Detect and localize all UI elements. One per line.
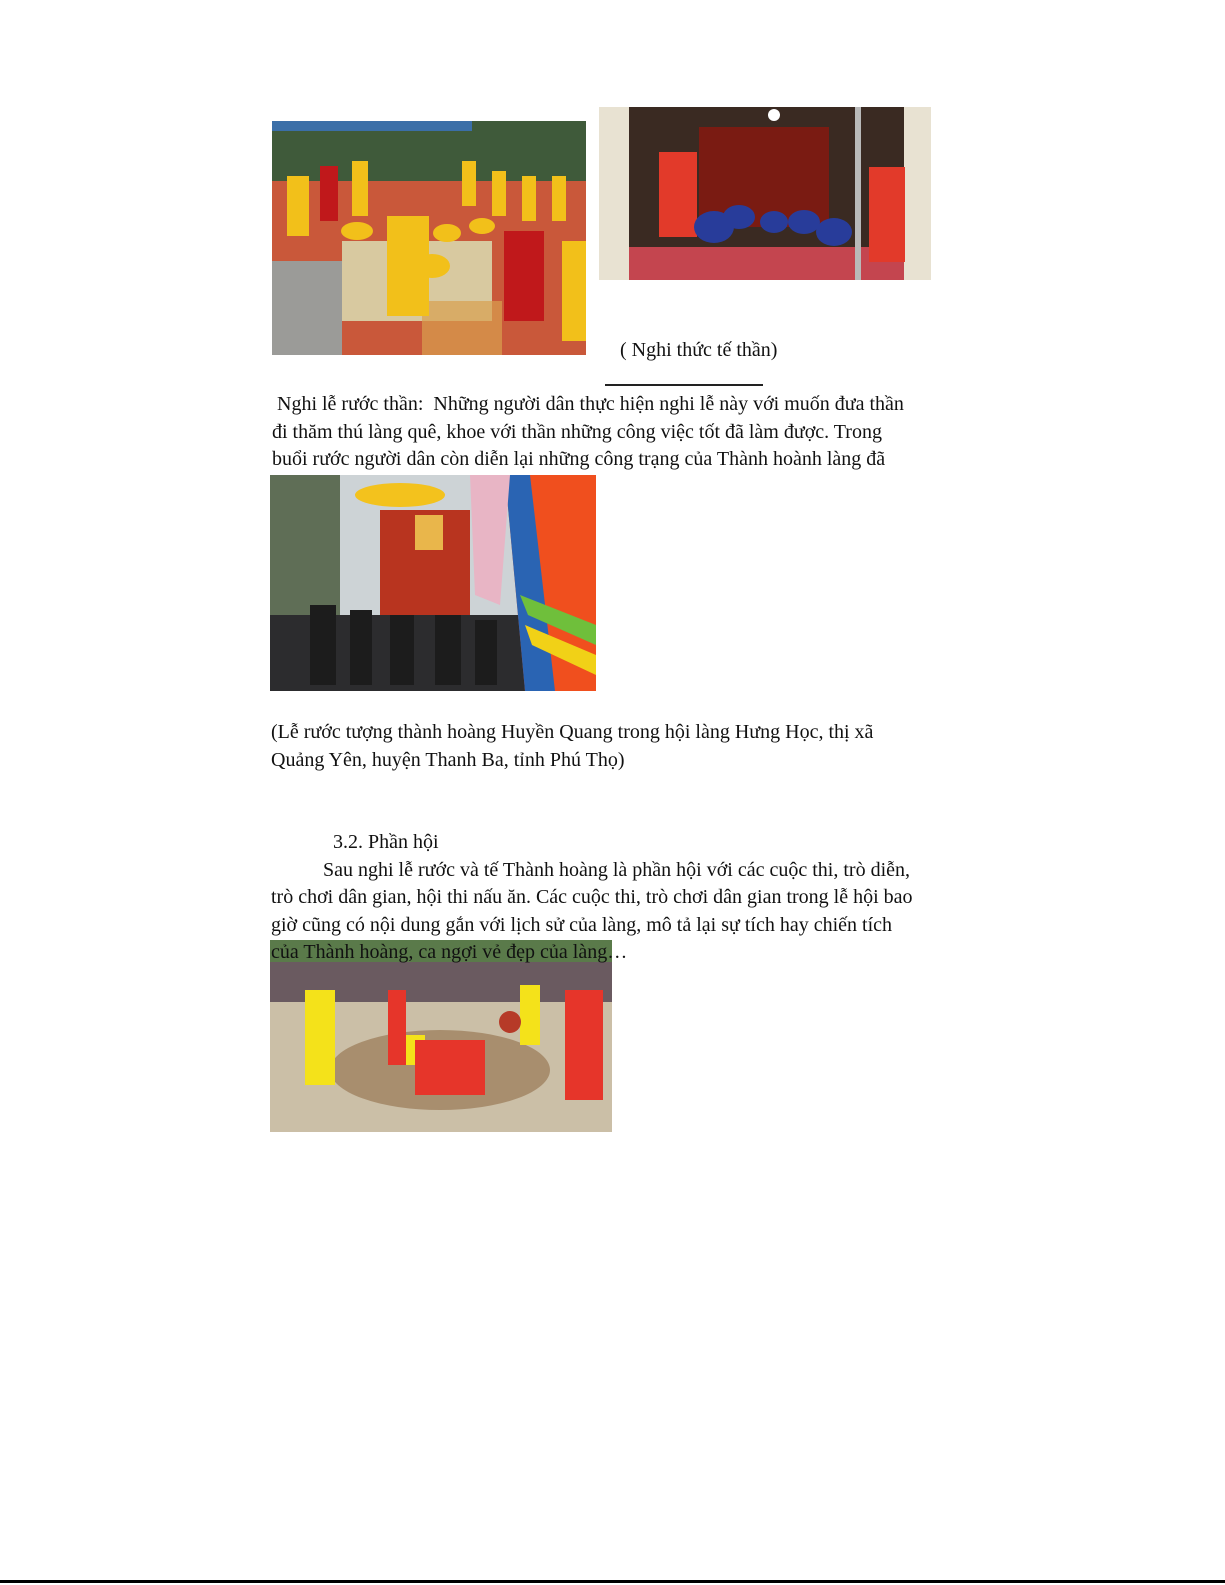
page-bottom-border bbox=[0, 1580, 1225, 1583]
photo-game bbox=[270, 940, 612, 1132]
procession-line-3: buổi rước người dân còn diễn lại những công trạng của Thành hoành làng đã bbox=[272, 448, 886, 470]
procession-caption-line-2: Quảng Yên, huyện Thanh Ba, tỉnh Phú Thọ) bbox=[271, 749, 625, 771]
photo-procession bbox=[270, 475, 596, 691]
section-heading: 3.2. Phần hội bbox=[333, 831, 439, 853]
photo-ceremony-temple bbox=[599, 107, 931, 280]
caption-underline bbox=[605, 384, 763, 386]
procession-line-2: đi thăm thú làng quê, khoe với thần những công việc tốt đã làm được. Trong bbox=[272, 421, 882, 443]
procession-line-1: Nghi lễ rước thần: Những người dân thực hiện nghi lễ này với muốn đưa thần bbox=[272, 393, 904, 415]
procession-caption-line-1: (Lễ rước tượng thành hoàng Huyền Quang trong hội làng Hưng Học, thị xã bbox=[271, 721, 874, 743]
festival-line-1: Sau nghi lễ rước và tế Thành hoàng là phần hội với các cuộc thi, trò diễn, bbox=[323, 859, 911, 881]
ritual-caption: ( Nghi thức tế thần) bbox=[620, 339, 778, 361]
festival-line-2: trò chơi dân gian, hội thi nấu ăn. Các cuộc thi, trò chơi dân gian trong lễ hội bao bbox=[271, 886, 913, 908]
festival-line-4: của Thành hoàng, ca ngợi vẻ đẹp của làng… bbox=[271, 941, 628, 963]
photo-ceremony-courtyard bbox=[272, 121, 586, 355]
festival-line-3: giờ cũng có nội dung gắn với lịch sử của làng, mô tả lại sự tích hay chiến tích bbox=[271, 914, 893, 936]
